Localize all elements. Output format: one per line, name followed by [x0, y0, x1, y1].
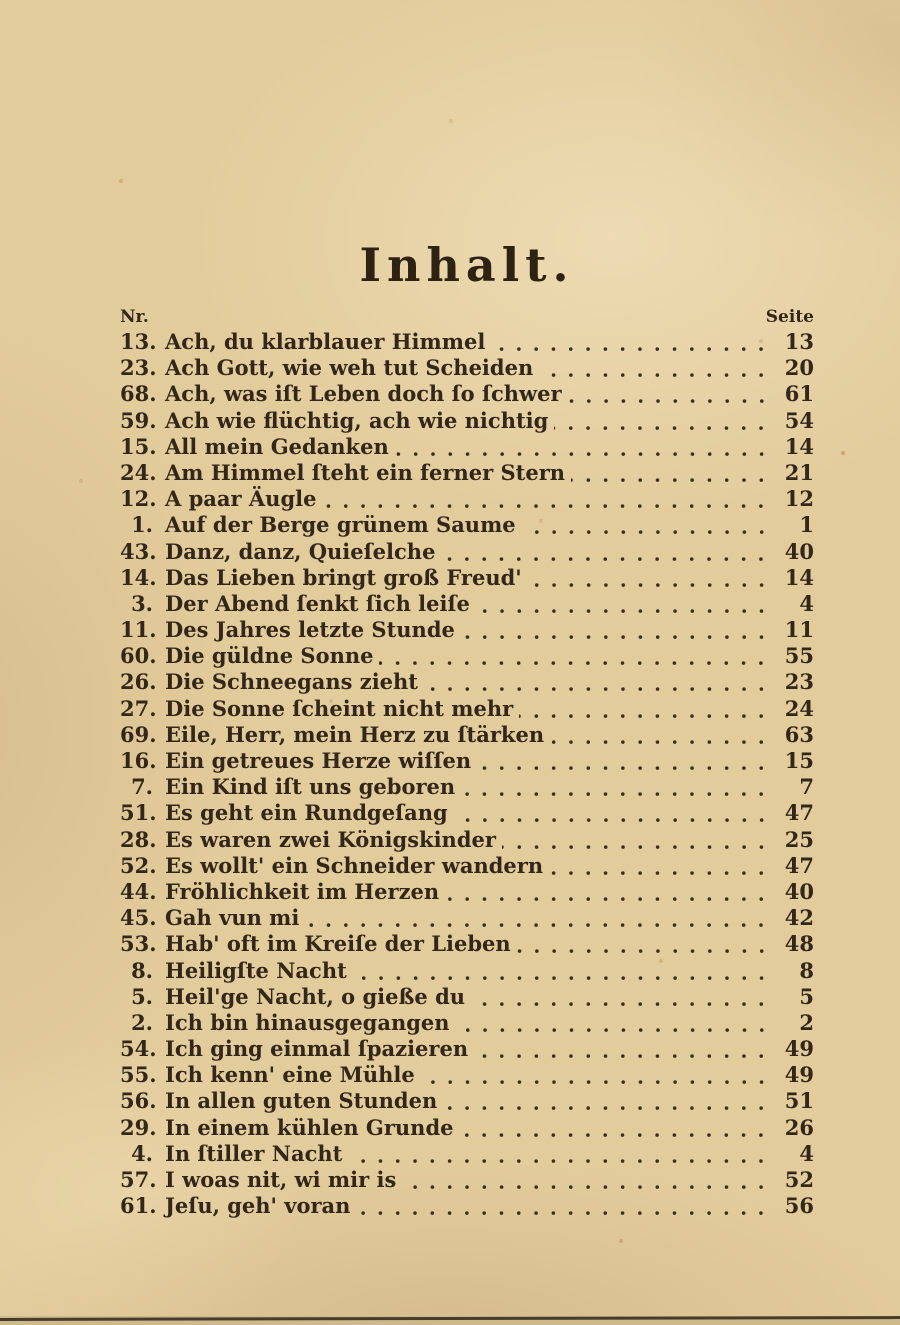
paper-speckles	[0, 0, 2, 2]
dot-leader	[395, 434, 766, 460]
entry-title: Ich bin hinausgegangen	[165, 1009, 450, 1035]
toc-entry	[120, 774, 814, 800]
dot-leader	[502, 827, 766, 853]
entry-page: 14	[784, 564, 814, 590]
dot-leader	[528, 565, 766, 591]
dot-leader	[322, 486, 766, 512]
entry-page: 61	[784, 381, 814, 407]
entry-title: Ein getreues Herze wiſſen	[165, 748, 472, 773]
toc-entry	[120, 1141, 814, 1167]
entry-number: 11.	[120, 617, 157, 643]
entry-page: 54	[784, 407, 814, 433]
toc-entry	[120, 1193, 814, 1219]
entry-number: 43.	[120, 538, 157, 564]
dot-leader	[477, 748, 766, 774]
entry-page: 12	[784, 486, 814, 512]
dot-leader	[522, 512, 766, 538]
entry-number: 7.	[131, 774, 153, 800]
entry-page: 47	[784, 800, 814, 826]
entry-title: Heiligſte Nacht	[165, 957, 347, 983]
entry-title: A paar Äugle	[165, 486, 317, 512]
entry-number: 53.	[120, 931, 157, 957]
entry-title: Auf der Berge grünem Saume	[165, 512, 516, 538]
entry-number: 44.	[120, 878, 157, 904]
entry-page: 5	[799, 983, 814, 1009]
dot-leader	[459, 1115, 766, 1141]
toc-entry	[120, 355, 814, 381]
entry-number: 56.	[120, 1088, 157, 1114]
dot-leader	[421, 1062, 766, 1088]
entry-title: Die Schneegans zieht	[165, 669, 418, 695]
dot-leader	[491, 329, 766, 355]
entry-title: Gah vun mi	[165, 905, 300, 931]
toc-entry	[120, 1088, 814, 1114]
entry-number: 23.	[120, 355, 157, 381]
dot-leader	[445, 879, 766, 905]
entry-number: 54.	[120, 1036, 157, 1062]
entry-page: 21	[784, 459, 814, 485]
dot-leader	[379, 643, 766, 669]
toc-entry	[120, 434, 814, 460]
entry-number: 27.	[120, 695, 157, 721]
dot-leader	[461, 774, 766, 800]
entry-number: 16.	[120, 748, 157, 773]
toc-entry	[120, 539, 814, 565]
toc-entry	[120, 381, 814, 407]
entry-title: Ach Gott, wie weh tut Scheiden	[165, 355, 534, 381]
toc-entry	[120, 512, 814, 538]
toc-entry	[120, 1036, 814, 1062]
entry-page: 26	[784, 1114, 814, 1140]
toc-entry	[120, 460, 814, 486]
entry-title: In allen guten Stunden	[165, 1088, 438, 1114]
entry-page: 40	[784, 878, 814, 904]
entry-page: 4	[799, 590, 814, 616]
dot-leader	[461, 617, 766, 643]
entry-number: 1.	[131, 512, 153, 538]
entry-title: Ach, was iſt Leben doch ſo ſchwer	[165, 381, 562, 407]
entry-page: 1	[799, 512, 814, 538]
toc-entry	[120, 853, 814, 879]
page-title: Inhalt.	[359, 238, 575, 292]
entry-title: Es wollt' ein Schneider wandern	[165, 852, 544, 878]
entry-page: 47	[784, 852, 814, 878]
entry-page: 11	[784, 617, 814, 643]
entry-page: 2	[799, 1009, 814, 1035]
entry-page: 49	[784, 1062, 814, 1088]
entry-title: Die Sonne ſcheint nicht mehr	[165, 695, 514, 721]
entry-title: Ich ging einmal ſpazieren	[165, 1036, 469, 1062]
dot-leader	[456, 1010, 766, 1036]
toc-entry	[120, 408, 814, 434]
entry-number: 29.	[120, 1114, 157, 1140]
toc-entry	[120, 1010, 814, 1036]
entry-page: 25	[784, 826, 814, 852]
entry-number: 60.	[120, 643, 157, 669]
entry-number: 12.	[120, 486, 157, 512]
entry-page: 40	[784, 538, 814, 564]
entry-page: 15	[784, 748, 814, 773]
entry-page: 13	[784, 329, 814, 354]
entry-number: 24.	[120, 459, 157, 485]
toc-entry	[120, 931, 814, 957]
entry-number: 2.	[131, 1009, 153, 1035]
toc-entry	[120, 329, 814, 355]
dot-leader	[441, 539, 766, 565]
dot-leader	[402, 1167, 766, 1193]
entry-page: 23	[784, 669, 814, 695]
entry-page: 55	[784, 643, 814, 669]
entry-title: Ein Kind iſt uns geboren	[165, 774, 456, 800]
entry-number: 57.	[120, 1167, 157, 1192]
entry-number: 13.	[120, 329, 157, 354]
entry-title: Die güldne Sonne	[165, 643, 374, 669]
toc-entry	[120, 669, 814, 695]
dot-leader	[571, 460, 766, 486]
entry-number: 69.	[120, 721, 157, 747]
dot-leader	[568, 381, 766, 407]
entry-title: Hab' oft im Kreiſe der Lieben	[165, 931, 511, 957]
entry-page: 8	[799, 957, 814, 983]
dot-leader	[424, 669, 766, 695]
entry-page: 51	[784, 1088, 814, 1114]
dot-leader	[476, 591, 766, 617]
entry-title: Der Abend ſenkt ſich leiſe	[165, 590, 470, 616]
entry-title: Danz, danz, Quieſelche	[165, 538, 436, 564]
dot-leader	[519, 696, 766, 722]
toc-entry	[120, 748, 814, 774]
dot-leader	[305, 905, 766, 931]
toc-entry	[120, 1115, 814, 1141]
column-header-nr: Nr.	[120, 307, 149, 327]
entry-title: Es waren zwei Königskinder	[165, 826, 496, 852]
entry-page: 20	[784, 355, 814, 381]
toc-entry	[120, 984, 814, 1010]
entry-title: Heil'ge Nacht, o gieße du	[165, 983, 466, 1009]
dot-leader	[454, 800, 766, 826]
entry-page: 24	[784, 695, 814, 721]
toc-entry	[120, 958, 814, 984]
dot-leader	[549, 853, 766, 879]
toc-entry	[120, 905, 814, 931]
toc-entry	[120, 643, 814, 669]
toc-entry	[120, 879, 814, 905]
entry-page: 14	[784, 433, 814, 459]
column-header-seite: Seite	[765, 307, 814, 327]
entry-title: In einem kühlen Grunde	[165, 1114, 454, 1140]
toc-entry	[120, 617, 814, 643]
page-bottom-edge	[0, 1316, 900, 1325]
entry-title: Ach wie flüchtig, ach wie nichtig	[165, 407, 549, 433]
entry-number: 28.	[120, 826, 157, 852]
toc-entry	[120, 565, 814, 591]
dot-leader	[443, 1088, 766, 1114]
entry-number: 15.	[120, 433, 157, 459]
entry-number: 59.	[120, 407, 157, 433]
entry-title: Das Lieben bringt groß Freud'	[165, 564, 522, 590]
entry-number: 45.	[120, 905, 157, 931]
entry-title: I woas nit, wi mir is	[165, 1167, 397, 1192]
column-headers	[120, 307, 814, 327]
entry-page: 52	[784, 1167, 814, 1192]
entry-number: 5.	[131, 983, 153, 1009]
entry-title: Es geht ein Rundgeſang	[165, 800, 448, 826]
dot-leader	[356, 1193, 766, 1219]
entry-title: Am Himmel ſteht ein ferner Stern	[165, 459, 566, 485]
entry-title: Ach, du klarblauer Himmel	[165, 329, 486, 354]
entry-title: Ich kenn' eine Mühle	[165, 1062, 415, 1088]
entry-title: Des Jahres letzte Stunde	[165, 617, 455, 643]
toc-entry	[120, 800, 814, 826]
entry-page: 49	[784, 1036, 814, 1062]
entry-number: 14.	[120, 564, 157, 590]
dot-leader	[348, 1141, 766, 1167]
dot-leader	[517, 931, 766, 957]
toc-entry	[120, 696, 814, 722]
toc-entry	[120, 1167, 814, 1193]
entry-number: 26.	[120, 669, 157, 695]
entry-page: 7	[799, 774, 814, 800]
entry-page: 4	[799, 1140, 814, 1166]
entry-number: 52.	[120, 852, 157, 878]
entry-title: In ſtiller Nacht	[165, 1140, 343, 1166]
dot-leader	[471, 984, 766, 1010]
entry-title: Jeſu, geh' voran	[165, 1193, 351, 1219]
toc-entry	[120, 486, 814, 512]
dot-leader	[353, 958, 766, 984]
toc-entry	[120, 1062, 814, 1088]
entry-number: 8.	[131, 957, 153, 983]
toc-entry	[120, 722, 814, 748]
entry-number: 55.	[120, 1062, 157, 1088]
entry-number: 61.	[120, 1193, 157, 1219]
entry-page: 48	[784, 931, 814, 957]
entry-page: 42	[784, 905, 814, 931]
entry-title: Eile, Herr, mein Herz zu ſtärken	[165, 721, 545, 747]
dot-leader	[554, 408, 766, 434]
entry-number: 51.	[120, 800, 157, 826]
entry-page: 56	[784, 1193, 814, 1219]
entry-title: All mein Gedanken	[165, 433, 389, 459]
entry-number: 3.	[131, 590, 153, 616]
dot-leader	[550, 722, 766, 748]
entry-number: 4.	[131, 1140, 153, 1166]
dot-leader	[474, 1036, 766, 1062]
entry-page: 63	[784, 721, 814, 747]
entry-title: Fröhlichkeit im Herzen	[165, 878, 440, 904]
toc-entry	[120, 591, 814, 617]
toc-entry	[120, 827, 814, 853]
toc-list	[120, 329, 814, 1219]
entry-number: 68.	[120, 381, 157, 407]
dot-leader	[539, 355, 766, 381]
